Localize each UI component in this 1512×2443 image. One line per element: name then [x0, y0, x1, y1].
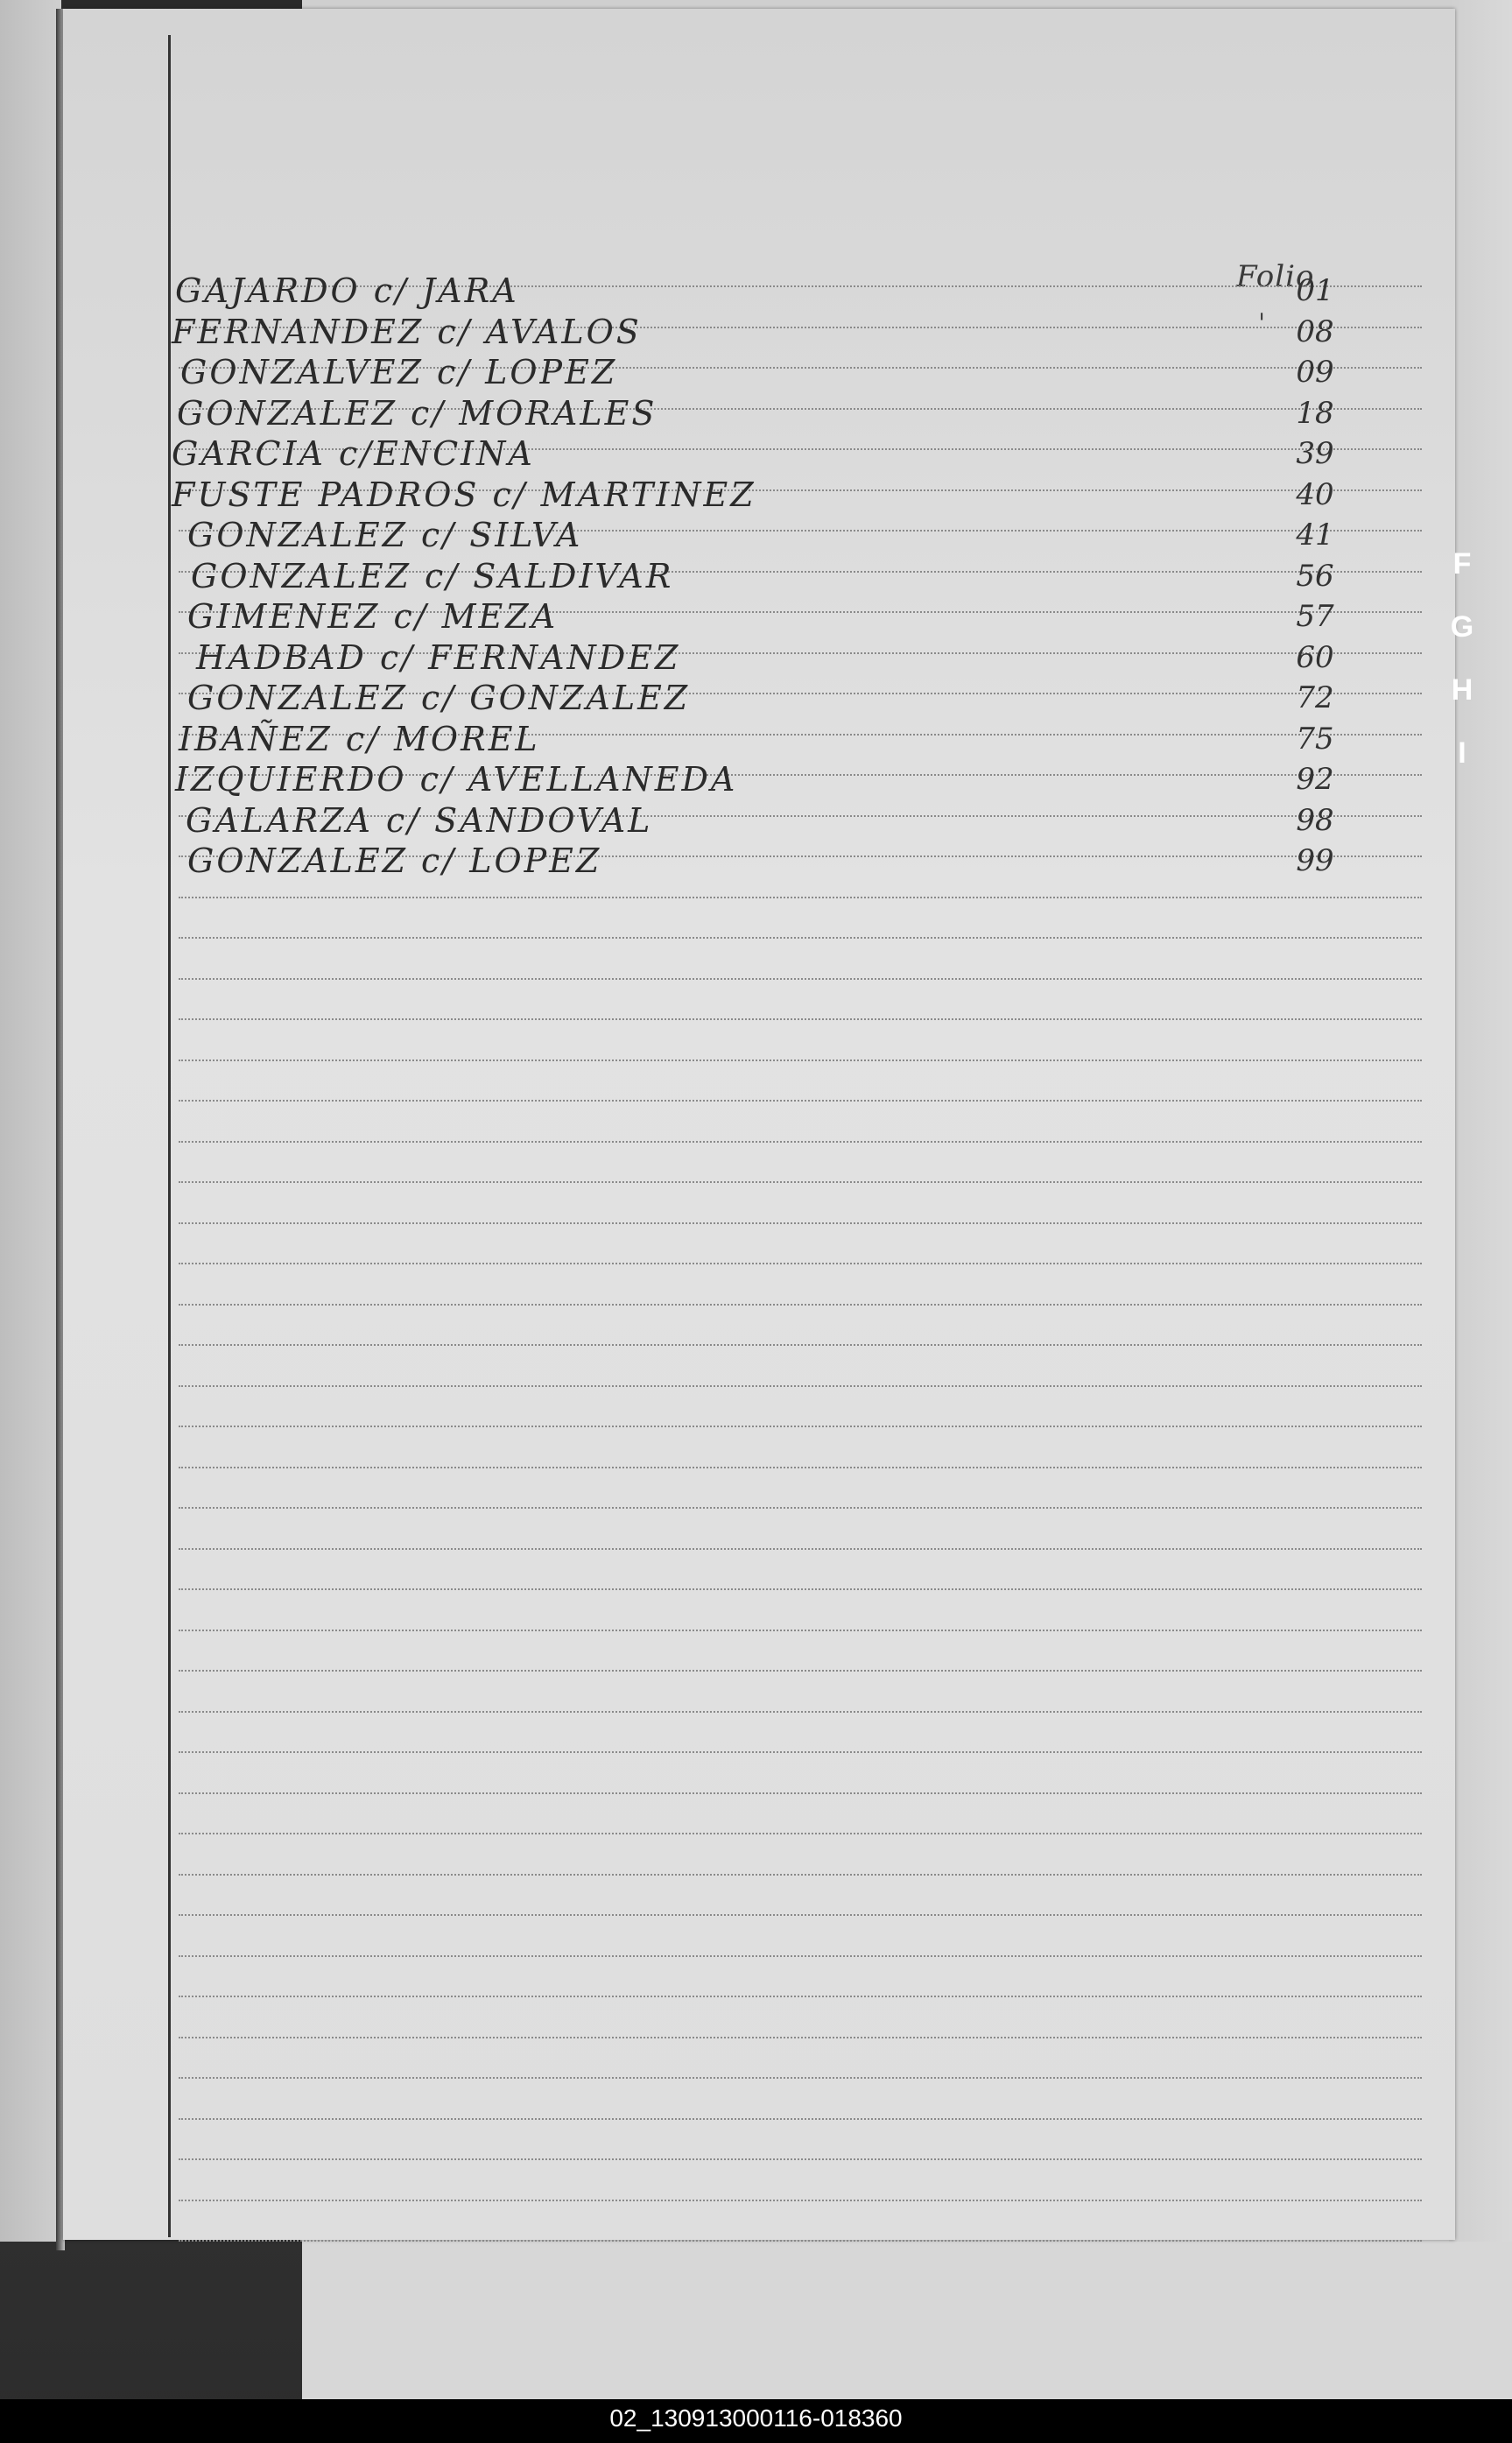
entry-name: GONZALEZ c/ LOPEZ [187, 841, 602, 880]
entry-folio: 08 [1296, 314, 1334, 349]
entry-folio: 99 [1296, 843, 1334, 878]
check-mark: ˌ [1258, 292, 1266, 323]
ruled-line [179, 1955, 1422, 1957]
entry-name: HADBAD c/ FERNANDEZ [196, 638, 681, 677]
next-page-edge [1449, 0, 1512, 2242]
entry-folio: 41 [1296, 517, 1334, 553]
ruled-line [179, 1181, 1422, 1183]
entry-name: GAJARDO c/ JARA [175, 271, 519, 310]
ruled-line [179, 1222, 1422, 1224]
ruled-line [179, 1548, 1422, 1550]
ruled-line [179, 1426, 1422, 1427]
document-id: 02_130913000116-018360 [609, 2404, 903, 2432]
ruled-line [179, 1141, 1422, 1143]
ruled-line [179, 2037, 1422, 2038]
back-cover-bottom [302, 2224, 1512, 2399]
entry-folio: 56 [1296, 559, 1334, 594]
folio-column-header: Folio [1236, 259, 1315, 294]
ruled-line [179, 1670, 1422, 1672]
ruled-line [179, 1996, 1422, 1997]
ruled-line [179, 1630, 1422, 1631]
entry-name: GONZALEZ c/ GONZALEZ [187, 679, 691, 717]
entry-name: GONZALEZ c/ SALDIVAR [191, 557, 674, 595]
ruled-line [179, 1263, 1422, 1264]
ruled-line [179, 2240, 1422, 2242]
ruled-line [179, 2118, 1422, 2120]
index-tab-letter[interactable]: F [1452, 547, 1472, 581]
ruled-line [179, 1344, 1422, 1346]
ruled-line [179, 1751, 1422, 1753]
entry-folio: 92 [1296, 762, 1334, 797]
ruled-line [179, 1060, 1422, 1061]
left-page-edge [0, 0, 61, 2242]
index-tab-letter[interactable]: I [1458, 736, 1466, 770]
entry-folio: 18 [1296, 396, 1334, 431]
index-tabs [1445, 532, 1480, 785]
entry-folio: 39 [1296, 436, 1334, 471]
ruled-line [179, 1874, 1422, 1876]
ruled-line [179, 1100, 1422, 1102]
entry-name: GALARZA c/ SANDOVAL [186, 801, 653, 840]
entry-folio: 09 [1296, 355, 1334, 390]
entry-folio: 57 [1296, 599, 1334, 634]
ruled-line [179, 2077, 1422, 2079]
index-tab-letter[interactable]: H [1451, 673, 1473, 707]
ruled-line [179, 897, 1422, 898]
entry-folio: 40 [1296, 477, 1334, 512]
entry-name: GONZALEZ c/ MORALES [177, 394, 658, 433]
ruled-line [179, 1018, 1422, 1020]
entry-folio: 98 [1296, 803, 1334, 838]
entry-folio: 72 [1296, 680, 1334, 715]
entry-name: GARCIA c/ENCINA [172, 434, 535, 473]
entry-folio: 01 [1296, 273, 1334, 308]
ruled-line [179, 937, 1422, 939]
ruled-line [179, 2158, 1422, 2160]
ruled-line [179, 1467, 1422, 1468]
entry-name: GONZALVEZ c/ LOPEZ [180, 353, 618, 391]
ruled-line [179, 1833, 1422, 1834]
ruled-line [179, 1914, 1422, 1916]
index-tab-letter[interactable]: G [1450, 610, 1474, 644]
entry-folio: 60 [1296, 640, 1334, 675]
ruled-line [179, 1385, 1422, 1387]
entry-name: GIMENEZ c/ MEZA [187, 597, 559, 636]
ruled-line [179, 1588, 1422, 1590]
margin-line [168, 35, 171, 2237]
ruled-line [179, 2200, 1422, 2201]
entry-name: GONZALEZ c/ SILVA [187, 516, 583, 554]
ruled-line [179, 1304, 1422, 1306]
ruled-line [179, 1507, 1422, 1509]
ruled-line [179, 1792, 1422, 1794]
ruled-line [179, 978, 1422, 980]
entry-name: FUSTE PADROS c/ MARTINEZ [172, 475, 756, 514]
entry-folio: 75 [1296, 722, 1334, 757]
entry-name: IBAÑEZ c/ MOREL [179, 720, 540, 758]
entry-name: FERNANDEZ c/ AVALOS [172, 313, 642, 351]
entry-name: IZQUIERDO c/ AVELLANEDA [175, 760, 738, 799]
ruled-line [179, 1711, 1422, 1713]
ledger-page [63, 9, 1455, 2240]
